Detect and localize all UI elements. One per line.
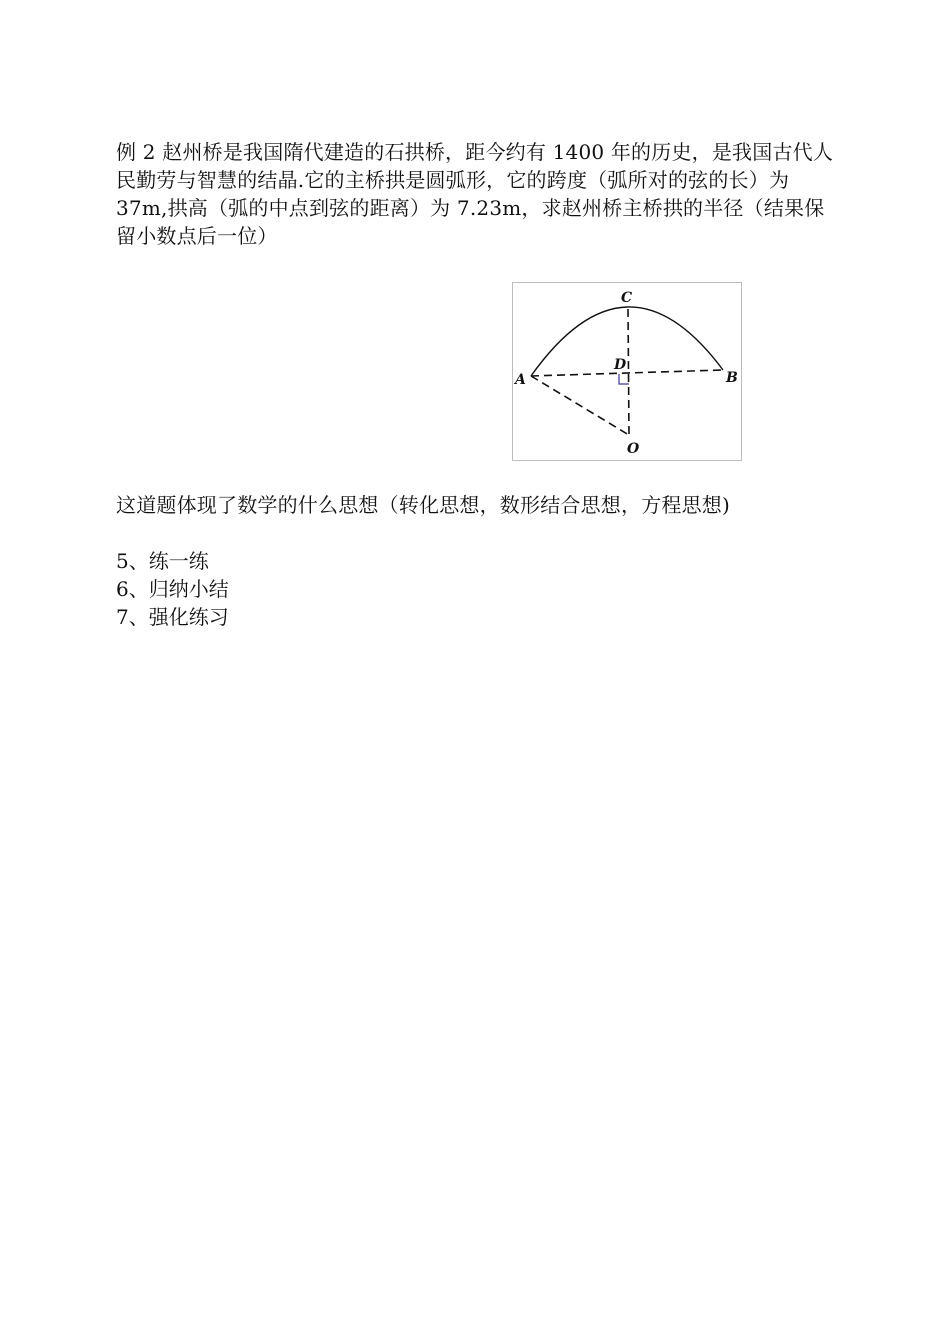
right-angle-mark — [619, 374, 629, 384]
list-item: 6、归纳小结 — [116, 577, 229, 601]
chord-ab — [531, 370, 723, 376]
list-item: 5、练一练 — [116, 549, 209, 573]
label-b: B — [726, 370, 738, 386]
label-o: O — [627, 441, 640, 457]
list-item: 7、强化练习 — [116, 605, 229, 629]
segment-co — [628, 309, 629, 435]
label-a: A — [515, 372, 526, 388]
label-c: C — [621, 290, 633, 306]
segment-ao — [531, 376, 629, 435]
example-2-problem-text: 例 2 赵州桥是我国隋代建造的石拱桥，距今约有 1400 年的历史，是我国古代人民勤劳与智慧的结晶.它的主桥拱是圆弧形，它的跨度（弧所对的弦的长）为 37m,拱高（弧的中点到弦的距离）为 7.23m，求赵州桥主桥拱的半径（结果保留小数点后一位） — [116, 140, 834, 248]
bridge-arc-diagram — [512, 282, 742, 461]
arc-diagram-svg — [513, 283, 741, 460]
arc-acb — [531, 307, 723, 376]
thinking-question-text: 这道题体现了数学的什么思想（转化思想，数形结合思想，方程思想) — [116, 493, 731, 517]
label-d: D — [614, 357, 627, 373]
steps-list — [116, 547, 229, 631]
